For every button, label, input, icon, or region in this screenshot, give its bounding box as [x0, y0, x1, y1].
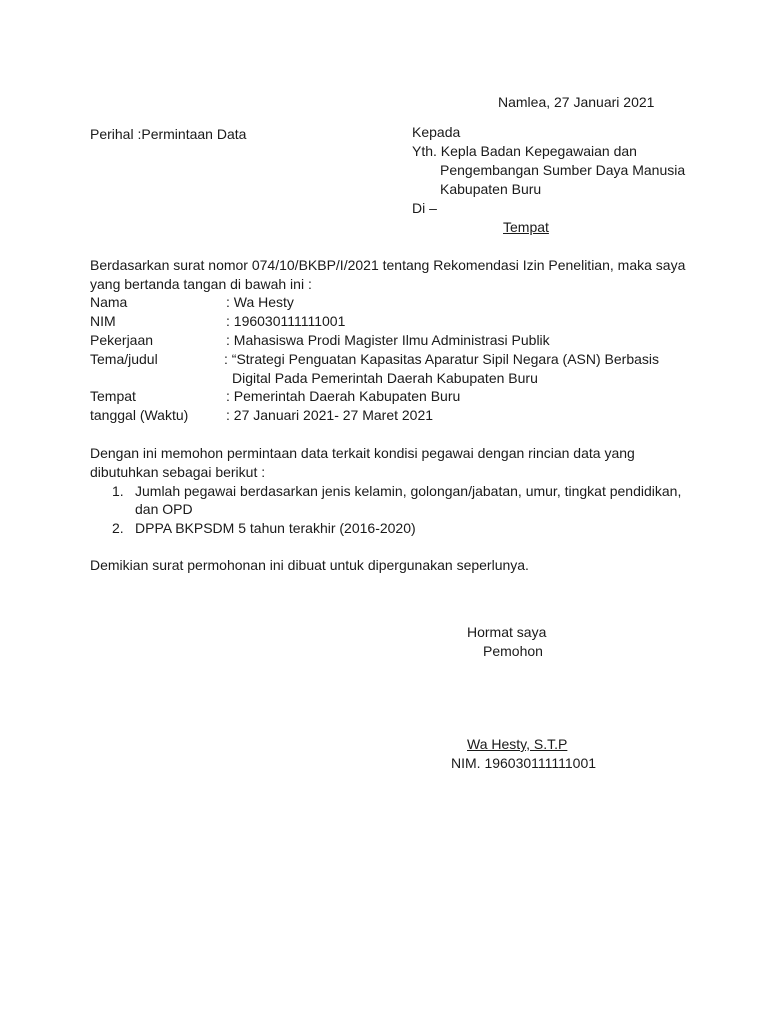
field-value: : 196030111111001	[226, 313, 346, 329]
field-label: Tempat	[90, 388, 136, 404]
signature-role: Pemohon	[483, 643, 543, 659]
signature-regards: Hormat saya	[467, 624, 547, 640]
field-label: Nama	[90, 294, 128, 310]
recipient-line-2: Pengembangan Sumber Daya Manusia	[440, 162, 686, 178]
recipient-to: Kepada	[412, 124, 461, 140]
recipient-line-3: Kabupaten Buru	[440, 181, 542, 197]
field-label: Pekerjaan	[90, 332, 154, 348]
signature-nim: NIM. 196030111111001	[451, 755, 597, 771]
recipient-line-1: Yth. Kepla Badan Kepegawaian dan	[412, 143, 637, 159]
subject-line: Perihal :Permintaan Data	[90, 126, 247, 142]
field-label: NIM	[90, 313, 116, 329]
request-line-1: Dengan ini memohon permintaan data terkait kondisi pegawai dengan rincian data yang	[90, 445, 635, 461]
field-value: : Wa Hesty	[226, 294, 294, 310]
field-value: : “Strategi Penguatan Kapasitas Aparatur Sipil Negara (ASN) Berbasis	[224, 351, 660, 367]
list-item-2: DPPA BKPSDM 5 tahun terakhir (2016-2020)	[135, 520, 416, 536]
signature-name: Wa Hesty, S.T.P	[467, 736, 568, 752]
field-value: : Pemerintah Daerah Kabupaten Buru	[226, 388, 461, 404]
list-item-1-line-2: dan OPD	[135, 501, 193, 517]
field-value: : Mahasiswa Prodi Magister Ilmu Administrasi Publik	[226, 332, 550, 348]
list-number: 1.	[112, 483, 124, 499]
list-number: 2.	[112, 520, 124, 536]
recipient-di: Di –	[412, 200, 437, 216]
closing-line: Demikian surat permohonan ini dibuat untuk dipergunakan seperlunya.	[90, 557, 529, 573]
place-date: Namlea, 27 Januari 2021	[498, 94, 655, 110]
field-tema-continuation: Digital Pada Pemerintah Daerah Kabupaten Buru	[232, 370, 538, 386]
intro-line-1: Berdasarkan surat nomor 074/10/BKBP/I/2021 tentang Rekomendasi Izin Penelitian, maka saya	[90, 257, 686, 273]
field-label: tanggal (Waktu)	[90, 407, 189, 423]
intro-line-2: yang bertanda tangan di bawah ini :	[90, 276, 312, 292]
field-value: : 27 Januari 2021- 27 Maret 2021	[226, 407, 434, 423]
request-line-2: dibutuhkan sebagai berikut :	[90, 464, 266, 480]
list-item-1-line-1: Jumlah pegawai berdasarkan jenis kelamin, golongan/jabatan, umur, tingkat pendidikan,	[135, 483, 682, 499]
field-label: Tema/judul	[90, 351, 158, 367]
recipient-tempat: Tempat	[503, 219, 549, 235]
